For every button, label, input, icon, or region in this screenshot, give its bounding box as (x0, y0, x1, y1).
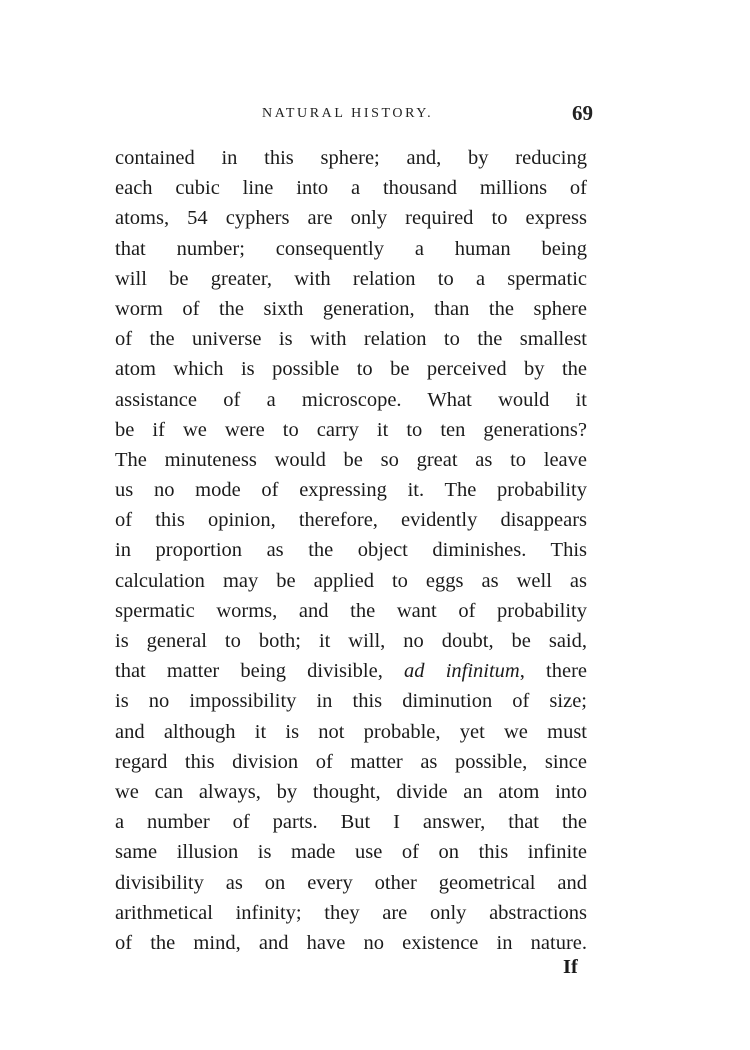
text-line: divisibility as on every other geometrical and (115, 871, 587, 894)
italic-phrase: ad infinitum (404, 660, 520, 683)
text-line: arithmetical infinity; they are only abstractions (115, 901, 587, 924)
text-line-with-italic (115, 656, 587, 686)
text-line: contained in this sphere; and, by reducing (115, 147, 587, 169)
text-line: The minuteness would be so great as to leave (115, 448, 587, 471)
text-line: and although it is not probable, yet we must (115, 720, 587, 743)
text-line: is general to both; it will, no doubt, be said, (115, 630, 587, 652)
text-line: of the mind, and have no existence in nature. (115, 931, 587, 954)
text-line: calculation may be applied to eggs as well as (115, 569, 587, 592)
text-line: in proportion as the object diminishes. This (115, 539, 587, 562)
text-line: that number; consequently a human being (115, 237, 587, 260)
text-segment: that matter being divisible, (115, 660, 383, 683)
text-line: of the universe is with relation to the smallest (115, 328, 587, 351)
text-line: atom which is possible to be perceived by the (115, 358, 587, 381)
catchword: If (563, 956, 578, 978)
text-line: is no impossibility in this diminution of size; (115, 690, 587, 713)
text-line: us no mode of expressing it. The probability (115, 479, 587, 502)
body-text (115, 143, 587, 958)
text-line: assistance of a microscope. What would it (115, 388, 587, 411)
text-line: regard this division of matter as possible, since (115, 750, 587, 773)
page-number: 69 (572, 101, 593, 125)
text-line: same illusion is made use of on this infinite (115, 841, 587, 864)
text-segment: , there (519, 660, 587, 683)
text-line: be if we were to carry it to ten generations? (115, 418, 587, 441)
text-line: each cubic line into a thousand millions of (115, 177, 587, 200)
text-line: we can always, by thought, divide an atom into (115, 780, 587, 803)
text-line: atoms, 54 cyphers are only required to express (115, 207, 587, 230)
text-line: worm of the sixth generation, than the sphere (115, 297, 587, 320)
text-line: of this opinion, therefore, evidently disappears (115, 509, 587, 532)
text-line: spermatic worms, and the want of probability (115, 599, 587, 622)
text-line: will be greater, with relation to a spermatic (115, 267, 587, 290)
text-line: a number of parts. But I answer, that the (115, 811, 587, 834)
running-head: NATURAL HISTORY. (262, 106, 434, 121)
